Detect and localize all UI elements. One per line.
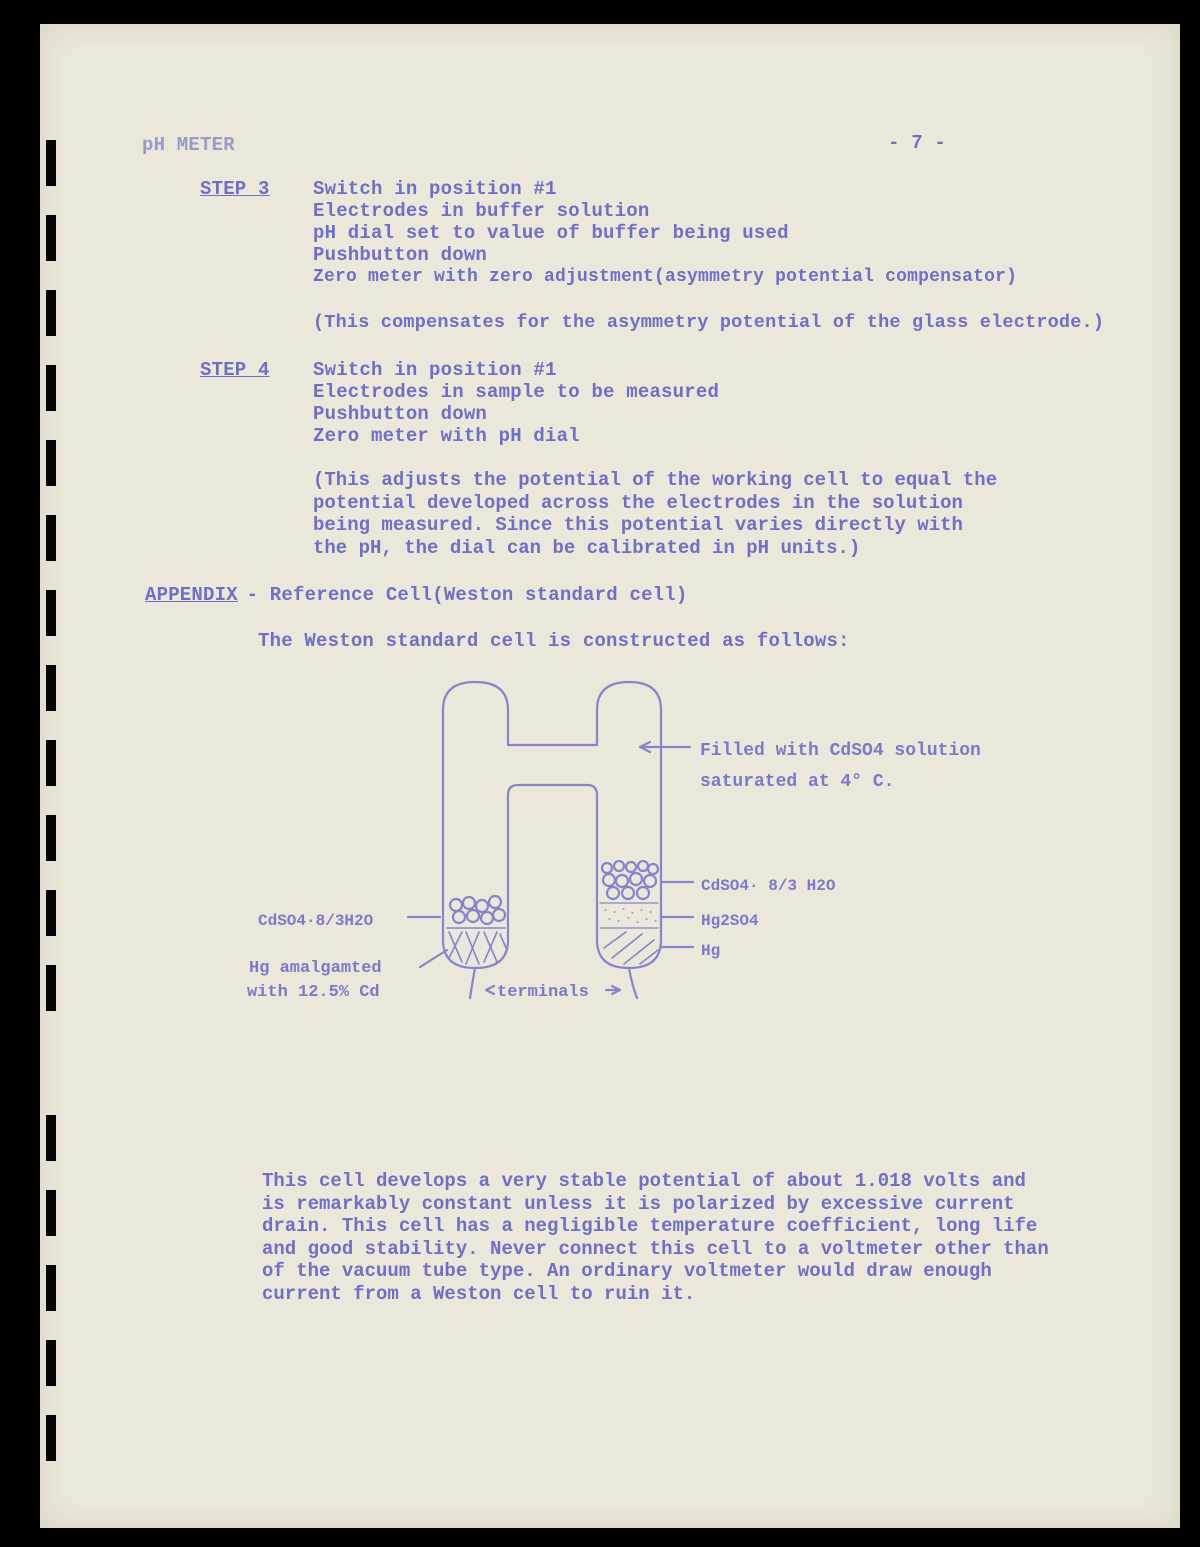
terminal-arrow-right: [606, 986, 620, 994]
step3-label: STEP 3: [200, 178, 270, 200]
page-header-title: pH METER: [142, 134, 235, 156]
label-terminals: terminals: [497, 983, 589, 1002]
label-left-crystal: CdSO4·8/3H2O: [258, 912, 374, 930]
step3-line: Pushbutton down: [313, 244, 488, 266]
terminal-arrow-left: [486, 986, 494, 994]
label-fill-line2: saturated at 4° C.: [700, 772, 895, 792]
closing-paragraph: This cell develops a very stable potential of about 1.018 volts and is remarkably constant unless it is polarized by excessive current drain. This cell has a negligible temperature coefficient, long life and good stability. Never connect this cell to a voltmeter other than of the vacuum tube type. An ordinary voltmeter would draw enough current from a Weston cell to ruin it.: [262, 1170, 1049, 1305]
right-paste-dots: [600, 903, 658, 928]
step3-line: Zero meter with zero adjustment(asymmetry potential compensator): [313, 267, 1018, 287]
left-amalgam-hatch: [447, 928, 506, 964]
label-right-crystal: CdSO4· 8/3 H2O: [701, 877, 836, 895]
appendix-intro: The Weston standard cell is constructed as follows:: [258, 630, 850, 652]
right-terminal-wire: [629, 968, 637, 998]
label-left-amalgam-1: Hg amalgamted: [249, 959, 382, 978]
step4-line: Pushbutton down: [313, 403, 488, 425]
step3-line: pH dial set to value of buffer being used: [313, 222, 789, 244]
left-terminal-wire: [470, 968, 475, 998]
step4-note: (This adjusts the potential of the working cell to equal the potential developed across the electrodes in the solution being measured. Since this potential varies directly with the pH, the dial can be calibrated in pH units.): [313, 469, 998, 559]
right-crystals: [602, 861, 658, 899]
step3-line: Electrodes in buffer solution: [313, 200, 650, 222]
right-mercury-hatch: [604, 932, 658, 964]
label-fill-line1: Filled with CdSO4 solution: [700, 741, 981, 761]
appendix-title: - Reference Cell(Weston standard cell): [235, 584, 688, 606]
label-left-amalgam-2: with 12.5% Cd: [247, 983, 380, 1002]
left-amalgam-leader: [420, 950, 447, 967]
step4-line: Electrodes in sample to be measured: [313, 381, 720, 403]
step3-note: (This compensates for the asymmetry potential of the glass electrode.): [313, 312, 1105, 333]
step3-line: Switch in position #1: [313, 178, 557, 200]
step4-label: STEP 4: [200, 359, 270, 381]
appendix-label: APPENDIX: [145, 584, 238, 606]
cell-outline: [443, 682, 661, 968]
fill-arrow: [640, 742, 690, 752]
page-number: - 7 -: [888, 132, 947, 154]
label-right-hg: Hg: [701, 942, 721, 960]
step4-line: Zero meter with pH dial: [313, 425, 580, 447]
left-crystals: [450, 896, 505, 924]
step4-line: Switch in position #1: [313, 359, 557, 381]
label-right-paste: Hg2SO4: [701, 912, 759, 930]
